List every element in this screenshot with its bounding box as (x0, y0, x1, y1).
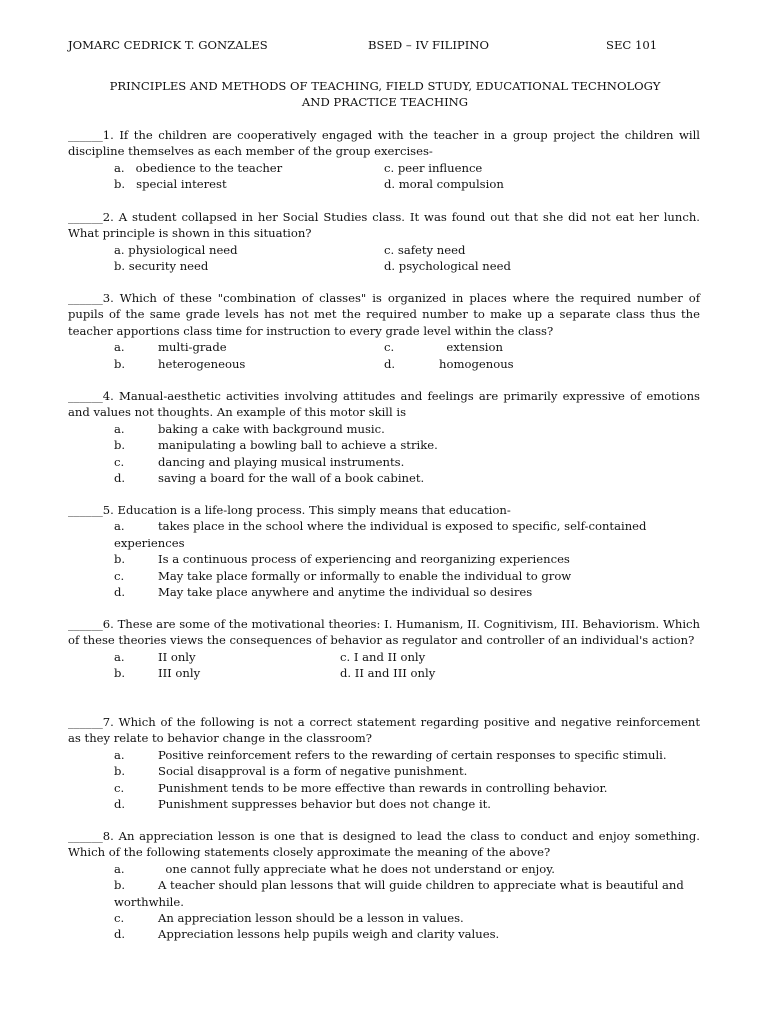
question-8 (68, 828, 700, 943)
question-2 (68, 209, 700, 275)
option-letter: d. (114, 797, 126, 812)
options (68, 861, 700, 943)
option-text: homogenous (428, 356, 514, 371)
question-text: ______7. Which of the following is not a correct statement regarding positive and negative reinforcement as they relate to behavior change in the classroom? (68, 715, 700, 746)
option-text: baking a cake with background music. (158, 421, 385, 436)
question-text: ______6. These are some of the motivational theories: I. Humanism, II. Cognitivism, III. Behaviorism. Which of these theories views the consequences of behavior as regulator and controller of an individual's action? (68, 617, 700, 648)
option-letter: d. (114, 471, 126, 486)
option-text: Positive reinforcement refers to the rewarding of certain responses to specific stimuli. (158, 747, 667, 762)
option-letter: d. (114, 927, 126, 942)
option-text: Punishment tends to be more effective than rewards in controlling behavior. (158, 780, 608, 795)
option-b (114, 356, 384, 372)
question-1 (68, 127, 700, 193)
option-text: extension (428, 340, 503, 355)
title-line-2: AND PRACTICE TEACHING (301, 95, 469, 110)
document-title (60, 78, 710, 111)
question-text: ______4. Manual-aesthetic activities involving attitudes and feelings are primarily expressive of emotions and values not thoughts. An example of this motor skill is (68, 389, 700, 420)
option-text: Social disapproval is a form of negative punishment. (158, 764, 468, 779)
option-d (384, 356, 684, 372)
option-b (68, 437, 700, 453)
option-c (68, 568, 700, 584)
option-letter: b. (114, 764, 126, 779)
option-letter: c. (384, 340, 395, 355)
question-5 (68, 502, 700, 600)
option-text: saving a board for the wall of a book cabinet. (158, 471, 425, 486)
option-text: May take place anywhere and anytime the individual so desires (158, 585, 533, 600)
option-d (68, 584, 700, 600)
option-b (114, 665, 340, 681)
option-a: a. obedience to the teacher (114, 160, 283, 175)
option-text: takes place in the school where the individual is exposed to specific, self-contained experiences (114, 519, 647, 550)
options (68, 518, 700, 600)
question-7 (68, 714, 700, 812)
option-c: c. safety need (384, 242, 466, 257)
option-a (68, 747, 700, 763)
option-a (68, 421, 700, 437)
question-text: ______8. An appreciation lesson is one that is designed to lead the class to conduct and enjoy something. Which of the following statements closely approximate the meaning of the above? (68, 829, 700, 860)
options (68, 649, 700, 682)
option-letter: a. (114, 649, 125, 664)
option-b: b. special interest (114, 177, 227, 192)
option-c (68, 910, 700, 926)
option-letter: c. (114, 568, 125, 583)
option-text: Is a continuous process of experiencing and reorganizing experiences (158, 552, 570, 567)
option-text: May take place formally or informally to enable the individual to grow (158, 568, 572, 583)
question-text: ______3. Which of these "combination of classes" is organized in places where the required number of pupils of the same grade levels has not met the required number to make up a separate class thus the teacher apportions class time for instruction to every grade level within the class? (68, 291, 700, 338)
question-text: ______5. Education is a life-long process. This simply means that education- (68, 503, 511, 517)
course-label: BSED – IV FILIPINO (368, 38, 489, 52)
option-letter: b. (114, 878, 126, 893)
option-text: An appreciation lesson should be a lesson in values. (158, 911, 464, 926)
option-d: d. moral compulsion (384, 177, 504, 192)
option-b (68, 551, 700, 567)
option-a (114, 339, 384, 355)
option-text: multi-grade (158, 340, 227, 355)
question-6 (68, 616, 700, 682)
option-letter: a. (114, 340, 125, 355)
option-letter: a. (114, 747, 125, 762)
option-c (68, 780, 700, 796)
option-text: Appreciation lessons help pupils weigh and clarity values. (158, 927, 500, 942)
option-text: heterogeneous (158, 356, 246, 371)
option-d (68, 796, 700, 812)
option-c: c. peer influence (384, 160, 483, 175)
option-b (68, 763, 700, 779)
option-letter: c. (114, 454, 125, 469)
option-d: d. II and III only (340, 666, 436, 681)
option-letter: a. (114, 519, 125, 534)
options (68, 160, 700, 193)
title-line-1: PRINCIPLES AND METHODS OF TEACHING, FIELD STUDY, EDUCATIONAL TECHNOLOGY (109, 79, 661, 93)
option-c (384, 339, 684, 355)
option-text: manipulating a bowling ball to achieve a strike. (158, 438, 438, 453)
option-text: Punishment suppresses behavior but does not change it. (158, 797, 491, 812)
option-b (68, 877, 700, 910)
option-letter: a. (114, 861, 125, 876)
option-a: a. physiological need (114, 242, 238, 257)
page-header (68, 37, 708, 55)
option-letter: b. (114, 552, 126, 567)
option-letter: d. (384, 356, 396, 371)
options (68, 421, 700, 487)
question-3 (68, 290, 700, 372)
option-letter: c. (114, 911, 125, 926)
question-text: ______2. A student collapsed in her Social Studies class. It was found out that she did not eat her lunch. What principle is shown in this situation? (68, 210, 700, 241)
option-letter: d. (114, 585, 126, 600)
option-b: b. security need (114, 259, 209, 274)
question-text: ______1. If the children are cooperatively engaged with the teacher in a group project the children will discipline themselves as each member of the group exercises- (68, 128, 700, 159)
option-c (68, 454, 700, 470)
option-text: one cannot fully appreciate what he does not understand or enjoy. (158, 861, 555, 876)
option-d: d. psychological need (384, 259, 511, 274)
option-text: III only (158, 666, 201, 681)
option-letter: b. (114, 438, 126, 453)
options (68, 339, 700, 372)
option-text: dancing and playing musical instruments. (158, 454, 405, 469)
option-d (68, 470, 700, 486)
option-letter: b. (114, 666, 126, 681)
options (68, 747, 700, 813)
option-a (114, 649, 340, 665)
student-name: JOMARC CEDRICK T. GONZALES (68, 38, 268, 52)
section-label: SEC 101 (606, 38, 658, 52)
option-letter: a. (114, 421, 125, 436)
question-4 (68, 388, 700, 486)
option-letter: c. (114, 780, 125, 795)
option-a (68, 518, 700, 551)
option-a (68, 861, 700, 877)
option-c: c. I and II only (340, 649, 426, 664)
option-text: A teacher should plan lessons that will guide children to appreciate what is beautiful and worthwhile. (114, 878, 684, 909)
options (68, 242, 700, 275)
option-d (68, 926, 700, 942)
option-text: II only (158, 649, 196, 664)
option-letter: b. (114, 356, 126, 371)
